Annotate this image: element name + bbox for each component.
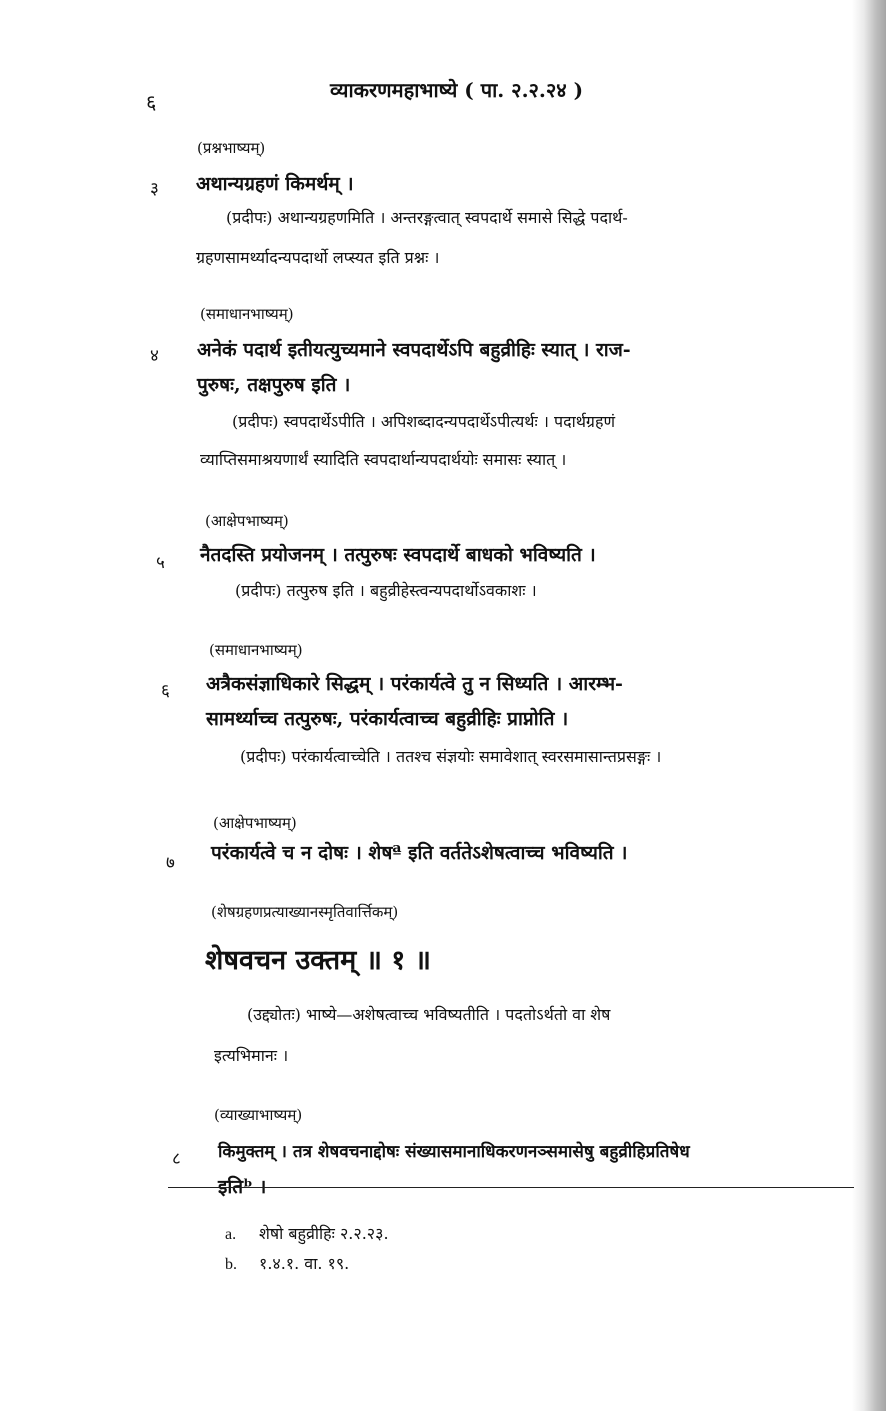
section-label: (शेषग्रहणप्रत्याख्यानस्मृतिवार्त्तिकम्) — [211, 903, 399, 921]
varttika: शेषवचन उक्तम् ॥ १ ॥ — [205, 945, 431, 976]
footnote-key: a. — [225, 1226, 237, 1243]
commentary-line: (प्रदीपः) तत्पुरुष इति । बहुव्रीहेस्त्वन्यपदार्थोऽवकाशः । — [235, 581, 537, 600]
footnote — [225, 1222, 389, 1244]
commentary-line: (प्रदीपः) परंकार्यत्वाच्चेति । ततश्च संज्ञयोः समावेशात् स्वरसमासान्तप्रसङ्गः । — [240, 747, 662, 766]
footnote-text: १.४.१. वा. १९. — [259, 1254, 350, 1273]
commentary-line: (उद्द्योतः) भाष्ये—अशेषत्वाच्च भविष्यतीति । पदतोऽर्थतो वा शेष — [247, 1005, 611, 1024]
commentary-line: (प्रदीपः) अथान्यग्रहणमिति । अन्तरङ्गत्वात् स्वपदार्थे समासे सिद्धे पदार्थ- — [226, 208, 628, 227]
bhasya-line: पुरुषः, तक्षपुरुष इति । — [197, 374, 351, 396]
footnote — [225, 1252, 349, 1274]
bhasya-line: इतिᵇ । — [218, 1176, 267, 1198]
section-label: (व्याख्याभाष्यम्) — [214, 1106, 303, 1124]
bhasya-line: अत्रैकसंज्ञाधिकारे सिद्धम् । परंकार्यत्वे तु न सिध्यति । आरम्भ- — [206, 673, 623, 695]
page-number: ६ — [146, 90, 157, 114]
section-number: ६ — [161, 681, 170, 701]
bhasya-line: सामर्थ्याच्च तत्पुरुषः, परंकार्यत्वाच्च बहुव्रीहिः प्राप्नोति । — [206, 708, 569, 730]
section-number: ७ — [166, 853, 175, 873]
commentary-line: (प्रदीपः) स्वपदार्थेऽपीति । अपिशब्दादन्यपदार्थेऽपीत्यर्थः । पदार्थग्रहणं — [232, 412, 616, 431]
page-edge-shadow — [852, 0, 886, 1411]
running-title: व्याकरणमहाभाष्ये ( पा. २.२.२४ ) — [330, 78, 584, 102]
commentary-line: व्याप्तिसमाश्रयणार्थं स्यादिति स्वपदार्थान्यपदार्थयोः समासः स्यात् । — [200, 450, 567, 469]
section-number: ३ — [150, 179, 159, 199]
bhasya-line: नैतदस्ति प्रयोजनम् । तत्पुरुषः स्वपदार्थे बाधको भविष्यति । — [200, 544, 596, 566]
bhasya-line: किमुक्तम् । तत्र शेषवचनाद्दोषः संख्यासमानाधिकरणनञ्समासेषु बहुव्रीहिप्रतिषेध — [218, 1142, 690, 1162]
bhasya-line: परंकार्यत्वे च न दोषः । शेषª इति वर्ततेऽशेषत्वाच्च भविष्यति । — [211, 842, 628, 864]
section-label: (प्रश्नभाष्यम्) — [197, 139, 266, 157]
commentary-line: इत्यभिमानः । — [214, 1046, 289, 1065]
footnote-key: b. — [225, 1256, 237, 1273]
footnote-text: शेषो बहुव्रीहिः २.२.२३. — [259, 1224, 389, 1243]
section-label: (आक्षेपभाष्यम्) — [213, 814, 297, 832]
section-number: ८ — [172, 1149, 181, 1169]
section-label: (समाधानभाष्यम्) — [200, 305, 294, 323]
bhasya-line: अथान्यग्रहणं किमर्थम् । — [196, 173, 354, 195]
section-label: (आक्षेपभाष्यम्) — [205, 512, 289, 530]
bhasya-line: अनेकं पदार्थ इतीयत्युच्यमाने स्वपदार्थेऽपि बहुव्रीहिः स्यात् । राज- — [197, 339, 631, 361]
section-number: ४ — [150, 346, 159, 366]
section-number: ५ — [156, 553, 165, 573]
section-label: (समाधानभाष्यम्) — [209, 641, 303, 659]
commentary-line: ग्रहणसामर्थ्यादन्यपदार्थो लप्स्यत इति प्रश्नः । — [196, 248, 440, 267]
footnote-divider — [168, 1187, 854, 1188]
